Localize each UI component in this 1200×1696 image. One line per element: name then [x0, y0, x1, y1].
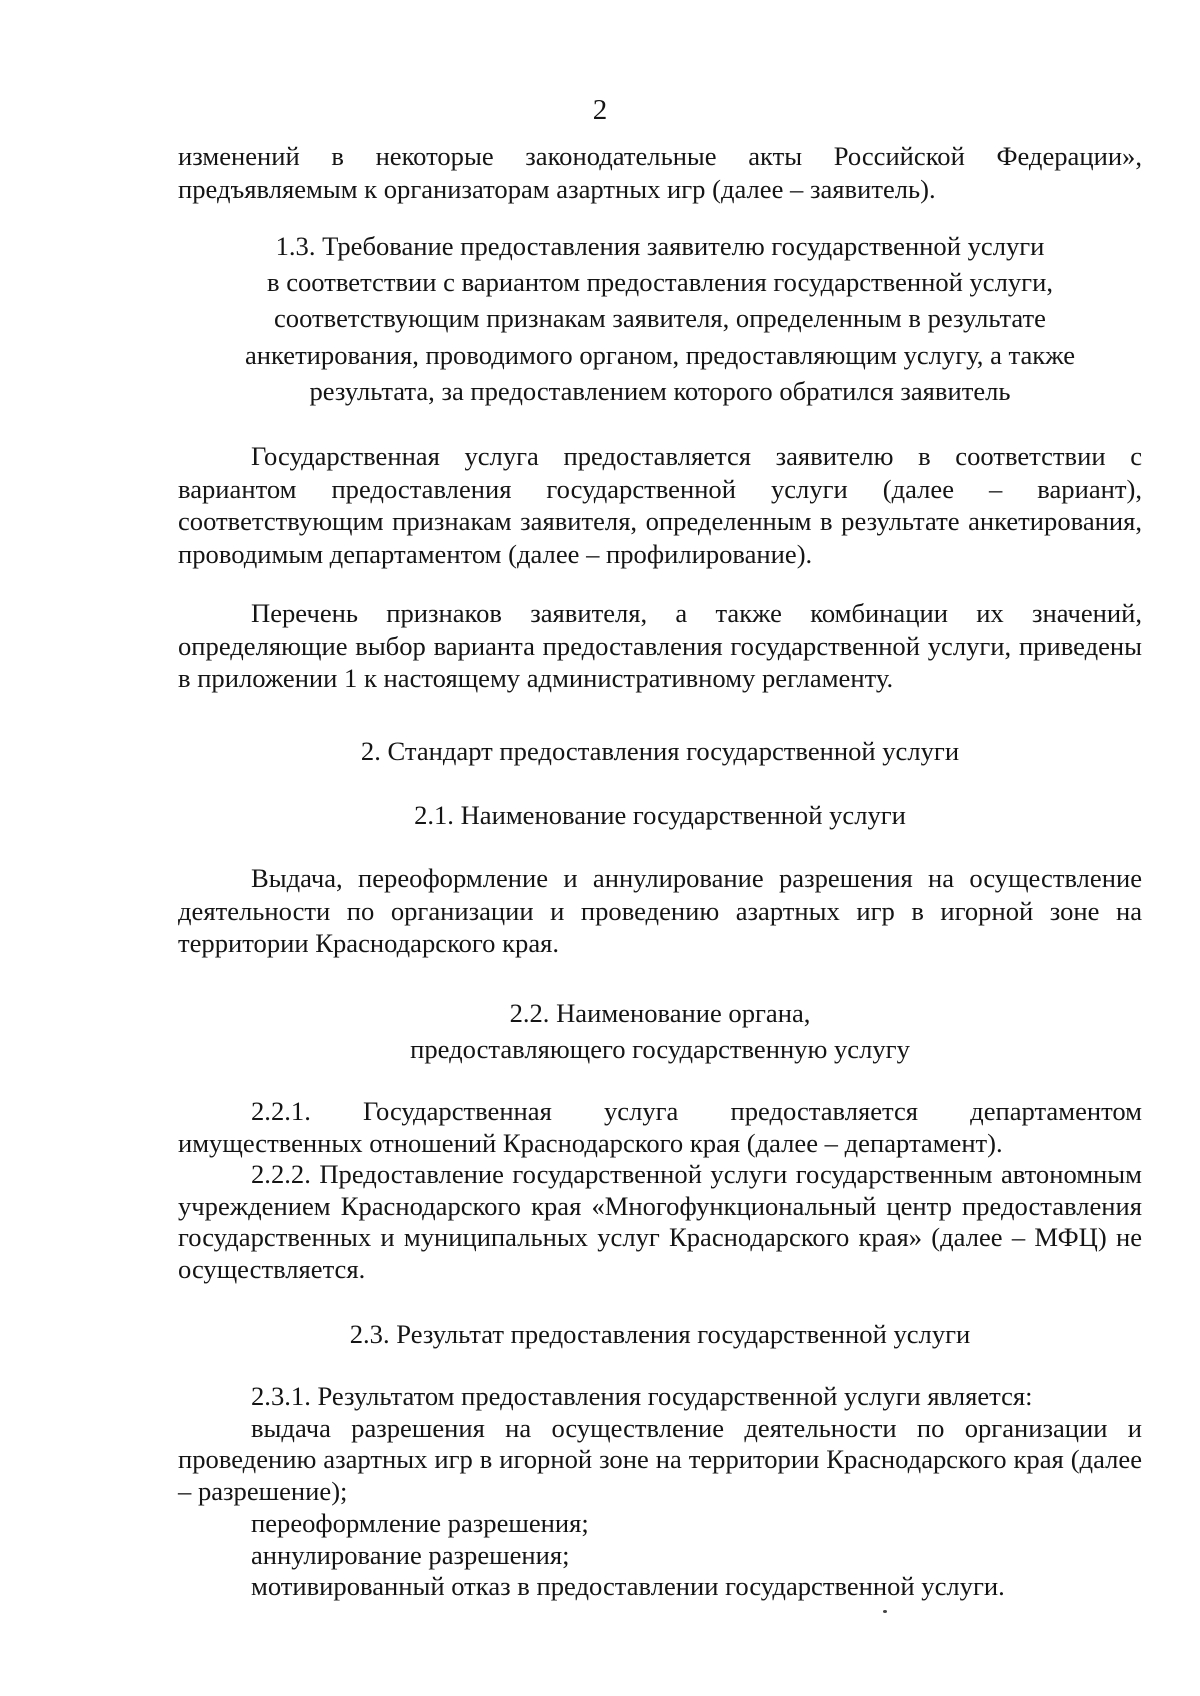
result-item: выдача разрешения на осуществление деятельности по организации и проведению азартных игр в игорной зоне на территории Краснодарского края (далее – разрешение); — [178, 1412, 1142, 1507]
heading-line: анкетирования, проводимого органом, предоставляющим услугу, а также — [244, 339, 1076, 370]
result-list — [178, 1381, 1142, 1603]
paragraph-text: Государственная услуга предоставляется заявителю в соответствии с вариантом предоставления государственной услуги (далее – вариант), соответствующим признакам заявителя, определенным в результате анкетирования, проводимым департаментом (далее – профилирование). — [178, 441, 1142, 569]
paragraph-text: изменений в некоторые законодательные акты Российской Федерации», предъявляемым к организаторам азартных игр (далее – заявитель). — [178, 141, 1142, 204]
section-1-3-heading — [178, 228, 1142, 409]
heading-line: 2.1. Наименование государственной услуги — [414, 800, 906, 830]
heading-line: 2. Стандарт предоставления государственной услуги — [360, 736, 960, 766]
heading-line: 1.3. Требование предоставления заявителю государственной услуги — [275, 231, 1045, 261]
paragraph-service-name — [178, 862, 1142, 960]
heading-line: 2.2. Наименование органа, — [509, 998, 811, 1028]
paragraph-2-2-1 — [178, 1096, 1142, 1159]
section-2-1-heading — [178, 797, 1142, 833]
heading-line: соответствующим признакам заявителя, определенным в результате — [274, 303, 1046, 334]
paragraph-text: Выдача, переоформление и аннулирование разрешения на осуществление деятельности по организации и проведению азартных игр в игорной зоне на территории Краснодарского края. — [178, 863, 1142, 959]
result-item: аннулирование разрешения; — [251, 1539, 570, 1570]
result-item: мотивированный отказ в предоставлении государственной услуги. — [251, 1571, 1005, 1602]
scan-speck — [883, 1610, 887, 1613]
paragraph-signs — [178, 597, 1142, 695]
paragraph-2-2-2 — [178, 1159, 1142, 1285]
heading-line: в соответствии с вариантом предоставления государственной услуги, — [267, 267, 1053, 298]
paragraph-2-3-1: 2.3.1. Результатом предоставления государственной услуги является: — [251, 1381, 1033, 1411]
section-2-2-heading — [178, 995, 1142, 1067]
section-2-3-heading — [178, 1316, 1142, 1352]
paragraph-text: 2.2.1. Государственная услуга предоставляется департаментом имущественных отношений Краснодарского края (далее – департамент). — [178, 1096, 1142, 1158]
page-number: 2 — [592, 94, 608, 126]
heading-line: результата, за предоставлением которого обратился заявитель — [309, 375, 1011, 406]
paragraph-text: 2.2.2. Предоставление государственной услуги государственным автономным учреждением Краснодарского края «Многофункциональный центр предоставления государственных и муниципальных услуг Краснодарского края» (далее – МФЦ) не осуществляется. — [178, 1159, 1142, 1284]
paragraph-continuation — [178, 140, 1142, 205]
heading-line: 2.3. Результат предоставления государственной услуги — [349, 1319, 971, 1349]
result-item: переоформление разрешения; — [251, 1507, 589, 1538]
paragraph-variant — [178, 440, 1142, 570]
section-2-heading — [178, 733, 1142, 769]
paragraph-text: Перечень признаков заявителя, а также комбинации их значений, определяющие выбор варианта предоставления государственной услуги, приведены в приложении 1 к настоящему административному регламенту. — [178, 598, 1142, 694]
heading-line: предоставляющего государственную услугу — [410, 1034, 910, 1065]
